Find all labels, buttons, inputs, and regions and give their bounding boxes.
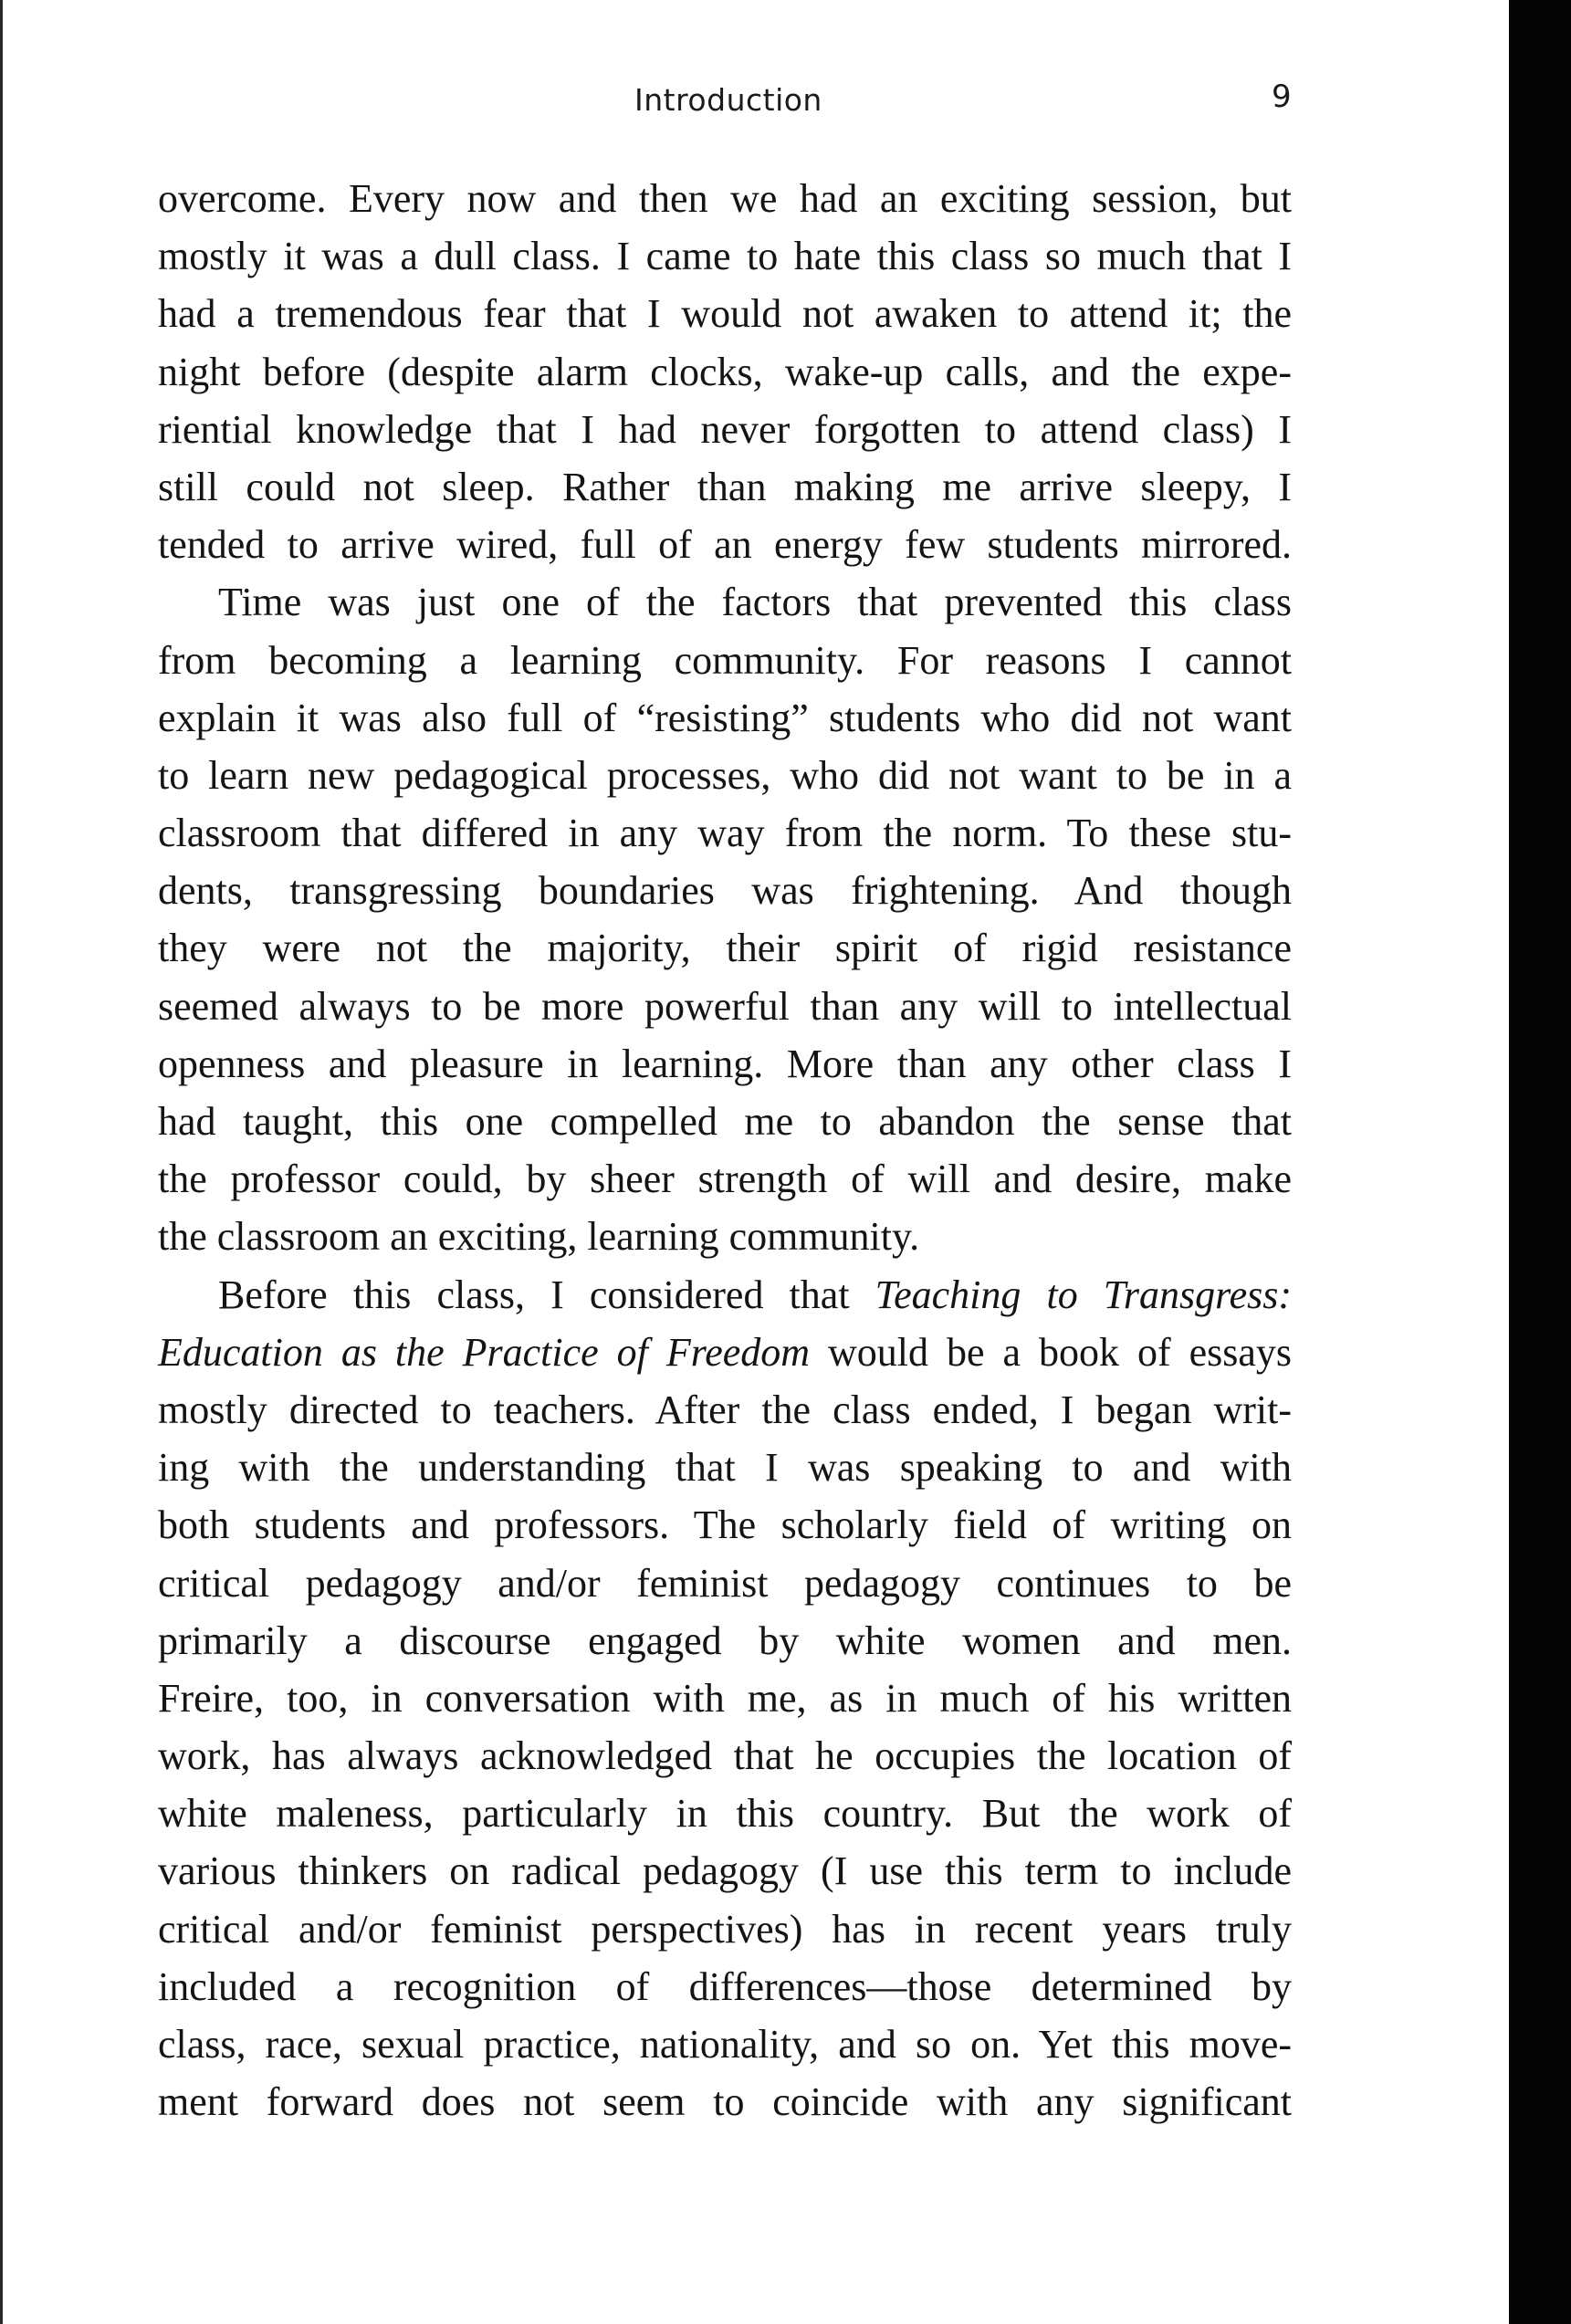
text-line-paragraph-end: the classroom an exciting, learning community. bbox=[158, 1214, 920, 1260]
text-line: class, race, sexual practice, nationality, and so on. Yet this move- bbox=[158, 2022, 1292, 2067]
text-line: they were not the majority, their spirit of rigid resistance bbox=[158, 926, 1292, 971]
text-line-paragraph-start: Time was just one of the factors that prevented this class bbox=[218, 580, 1292, 625]
text-line: to learn new pedagogical processes, who did not want to be in a bbox=[158, 752, 1292, 798]
text-line: from becoming a learning community. For reasons I cannot bbox=[158, 637, 1292, 683]
text-line: night before (despite alarm clocks, wake-up calls, and the expe- bbox=[158, 349, 1292, 394]
text-line: ment forward does not seem to coincide with any significant bbox=[158, 2079, 1292, 2125]
text-line-paragraph-start bbox=[158, 1266, 1292, 1324]
text-line: had taught, this one compelled me to abandon the sense that bbox=[158, 1099, 1292, 1144]
text-line: mostly it was a dull class. I came to hate this class so much that I bbox=[158, 234, 1292, 279]
text-line: critical and/or feminist perspectives) has in recent years truly bbox=[158, 1906, 1292, 1952]
text-run: Before this class, I considered that bbox=[218, 1272, 850, 1317]
text-line: classroom that differed in any way from the norm. To these stu- bbox=[158, 811, 1292, 856]
running-head-title: Introduction bbox=[634, 82, 822, 118]
text-line: mostly directed to teachers. After the class ended, I began writ- bbox=[158, 1387, 1292, 1432]
text-line bbox=[158, 1324, 1292, 1381]
text-line: ing with the understanding that I was speaking to and with bbox=[158, 1445, 1292, 1491]
text-line: primarily a discourse engaged by white women and men. bbox=[158, 1617, 1292, 1663]
body-text bbox=[158, 170, 1292, 2130]
text-line: various thinkers on radical pedagogy (I use this term to include bbox=[158, 1848, 1292, 1894]
text-line: white maleness, particularly in this country. But the work of bbox=[158, 1791, 1292, 1837]
text-line: both students and professors. The scholarly field of writing on bbox=[158, 1502, 1292, 1548]
text-line: riential knowledge that I had never forgotten to attend class) I bbox=[158, 406, 1292, 452]
text-line: the professor could, by sheer strength of will and desire, make bbox=[158, 1157, 1292, 1202]
book-subtitle-italic: Education as the Practice of Freedom bbox=[158, 1329, 811, 1375]
text-line: dents, transgressing boundaries was frightening. And though bbox=[158, 868, 1292, 914]
text-line: had a tremendous fear that I would not awaken to attend it; the bbox=[158, 291, 1292, 337]
text-line: Freire, too, in conversation with me, as in much of his written bbox=[158, 1675, 1292, 1721]
text-line: overcome. Every now and then we had an exciting session, but bbox=[158, 176, 1292, 221]
text-line: seemed always to be more powerful than any will to intellectual bbox=[158, 983, 1292, 1029]
text-line: openness and pleasure in learning. More than any other class I bbox=[158, 1041, 1292, 1086]
text-line: work, has always acknowledged that he occupies the location of bbox=[158, 1733, 1292, 1779]
page-number: 9 bbox=[1272, 79, 1292, 115]
text-run: would be a book of essays bbox=[828, 1329, 1292, 1375]
text-line: included a recognition of differences—those determined by bbox=[158, 1963, 1292, 2009]
text-line: explain it was also full of “resisting” students who did not want bbox=[158, 695, 1292, 740]
scan-left-edge bbox=[0, 0, 3, 2324]
text-line: critical pedagogy and/or feminist pedagogy continues to be bbox=[158, 1560, 1292, 1606]
text-line: still could not sleep. Rather than making me arrive sleepy, I bbox=[158, 464, 1292, 509]
book-title-italic: Teaching to Transgress: bbox=[875, 1272, 1293, 1317]
scan-right-margin-strip bbox=[1509, 0, 1571, 2324]
text-line: tended to arrive wired, full of an energy few students mirrored. bbox=[158, 522, 1292, 568]
